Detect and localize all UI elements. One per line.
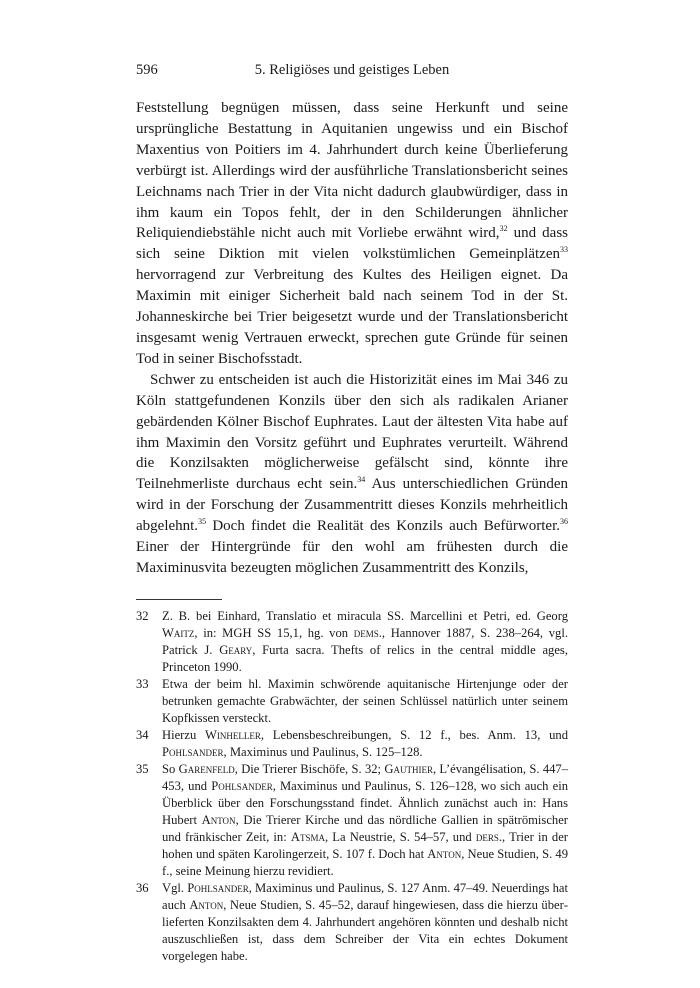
text-run: Schwer zu entscheiden ist auch die Historizität eines im Mai 346 zu Köln stattgefundenen Konzils über den sich als radikalen Arianer gebärdenden Kölner Bischof Euphrates. Laut der ältesten Vita habe auf ihm Maximin den Vorsitz geführt und Euphrates verurteilt. Während die Konzilsakten möglicherweise gefälscht sind, könnte ihre Teilnehmerliste durchaus echt sein. xyxy=(136,371,568,493)
author-name: Anton xyxy=(189,897,224,912)
footnote-text: , Furta sacra. Thefts of relics in the central middle ages, Princeton 1990. xyxy=(162,642,568,674)
footnote-number: 34 xyxy=(136,727,149,742)
author-name: Gauthier xyxy=(384,761,433,776)
footnotes xyxy=(136,608,568,965)
footnote-text: , in: MGH SS 15,1, hg. von xyxy=(194,625,354,640)
footnote-33 xyxy=(136,676,568,727)
author-name: dems. xyxy=(353,625,382,640)
footnote-number: 35 xyxy=(136,761,149,776)
author-name: Pohlsander xyxy=(211,778,273,793)
footnote-ref-34[interactable]: 34 xyxy=(357,475,366,485)
footnote-ref-36[interactable]: 36 xyxy=(560,517,568,527)
text-run: hervorragend zur Verbreitung des Kultes des Heiligen eignet. Da Maximin mit einiger Sicherheit bald nach seinem Tod in der St. Johanneskirche bei Trier beigesetzt wurde und der Translationsbericht insgesamt wenig Vertrauen erweckt, sprechen gute Gründe für seinen Tod in seiner Bischofsstadt. xyxy=(136,267,568,367)
footnote-text: , Hannover 1887, S. 238–264, vgl. Patrick J. xyxy=(162,625,568,657)
running-head: 5. Religiöses und geistiges Leben xyxy=(254,62,450,78)
book-page xyxy=(136,62,568,965)
footnote-ref-33[interactable]: 33 xyxy=(560,245,568,255)
page-number: 596 xyxy=(136,62,158,78)
footnote-ref-32[interactable]: 32 xyxy=(499,224,508,234)
author-name: Geary xyxy=(219,642,253,657)
footnote-36 xyxy=(136,880,568,965)
author-name: Anton xyxy=(201,812,236,827)
footnote-text: , La Neustrie, S. 54–57, und xyxy=(325,829,476,844)
footnote-text: , Maximinus und Paulinus, S. 126–128, wo sich auch ein Überblick über den Forschungsstand findet. Ähnlich zunächst auch in: Hans Hubert xyxy=(162,778,568,827)
text-run: Aus unterschiedlichen Gründen wird in der Forschung der Zusammentritt dieses Konzils mehrheitlich abgelehnt. xyxy=(136,476,568,535)
footnote-text: , Maximinus und Paulinus, S. 125–128. xyxy=(223,744,423,759)
author-name: Winheller xyxy=(205,727,261,742)
footnote-text: , Die Trierer Bischöfe, S. 32; xyxy=(234,761,385,776)
text-run: Einer der Hintergründe für den wohl am frühesten durch die Maximinusvita bezeugten möglichen Zusammentritt des Konzils, xyxy=(136,539,568,576)
page-header xyxy=(136,62,568,84)
footnote-number: 36 xyxy=(136,880,149,895)
author-name: Pohlsander xyxy=(187,880,249,895)
footnote-text: , L’évangélisation, S. 447–453, und xyxy=(162,761,569,793)
text-run: Doch findet die Realität des Konzils auch Befürworter. xyxy=(206,518,560,535)
text-run: und dass sich seine Diktion mit vielen volkstümlichen Gemeinplätzen xyxy=(136,225,568,263)
footnote-number: 33 xyxy=(136,676,149,691)
footnote-text: , Trier in der hohen und späten Karolingerzeit, S. 107 f. Doch hat xyxy=(162,829,569,861)
author-name: Pohlsander xyxy=(162,744,224,759)
paragraph-1 xyxy=(136,98,568,370)
footnote-text: , Maximinus und Paulinus, S. 127 Anm. 47–49. Neuerdings hat auch xyxy=(162,880,568,912)
footnote-text: , Lebensbeschreibungen, S. 12 f., bes. Anm. 13, und xyxy=(260,727,568,742)
author-name: Garenfeld xyxy=(178,761,235,776)
footnote-text: , Neue Studien, S. 45–52, darauf hingewiesen, dass die hierzu überlieferten Konzilsakten dem 4. Jahrhundert angehören könnten und deshalb nicht auszuschließen ist, dass dem Schreiber der Vita ein echtes Dokument vorgelegen habe. xyxy=(162,897,569,963)
author-name: Atsma xyxy=(290,829,325,844)
footnote-32 xyxy=(136,608,568,676)
author-name: Waitz xyxy=(162,625,195,640)
footnote-text: Vgl. xyxy=(162,880,188,895)
footnote-text: Z. B. bei Einhard, Translatio et miracula SS. Marcellini et Petri, ed. Georg xyxy=(162,608,568,623)
text-run: Feststellung begnügen müssen, dass seine Herkunft und seine ursprüngliche Bestattung in Aquitanien ungewiss und ein Bischof Maxentius von Poitiers im 4. Jahrhundert durch keine Überlieferung verbürgt ist. Allerdings wird der ausführliche Translationsbericht seines Leichnams nach Trier in der Vita nicht dadurch glaubwürdiger, dass in ihm kaum ein Topos fehlt, der in den Schilderungen ähnlicher Reliquiendiebstähle nicht auch mit Vorliebe erwähnt wird, xyxy=(136,100,568,242)
author-name: ders. xyxy=(475,829,503,844)
footnote-text: , Neue Studien, S. 49 f., seine Meinung hierzu revidiert. xyxy=(162,846,568,878)
footnote-ref-35[interactable]: 35 xyxy=(198,517,207,527)
footnote-34 xyxy=(136,727,568,761)
paragraph-2 xyxy=(136,370,568,579)
author-name: Anton xyxy=(427,846,462,861)
footnote-separator xyxy=(136,599,222,600)
footnote-35 xyxy=(136,761,568,880)
footnote-text: Etwa der beim hl. Maximin schwörende aquitanische Hirtenjunge oder der betrunken gemachte Grabwächter, der seinen Schlüssel natürlich unter seinem Kopfkissen versteckt. xyxy=(162,676,568,725)
main-text xyxy=(136,98,568,579)
footnote-text: So xyxy=(162,761,179,776)
footnote-number: 32 xyxy=(136,608,149,623)
footnote-text: Hierzu xyxy=(162,727,206,742)
footnote-text: , Die Trierer Kirche und das nördliche Gallien in spätrömischer und fränkischer Zeit, in: xyxy=(162,812,568,844)
